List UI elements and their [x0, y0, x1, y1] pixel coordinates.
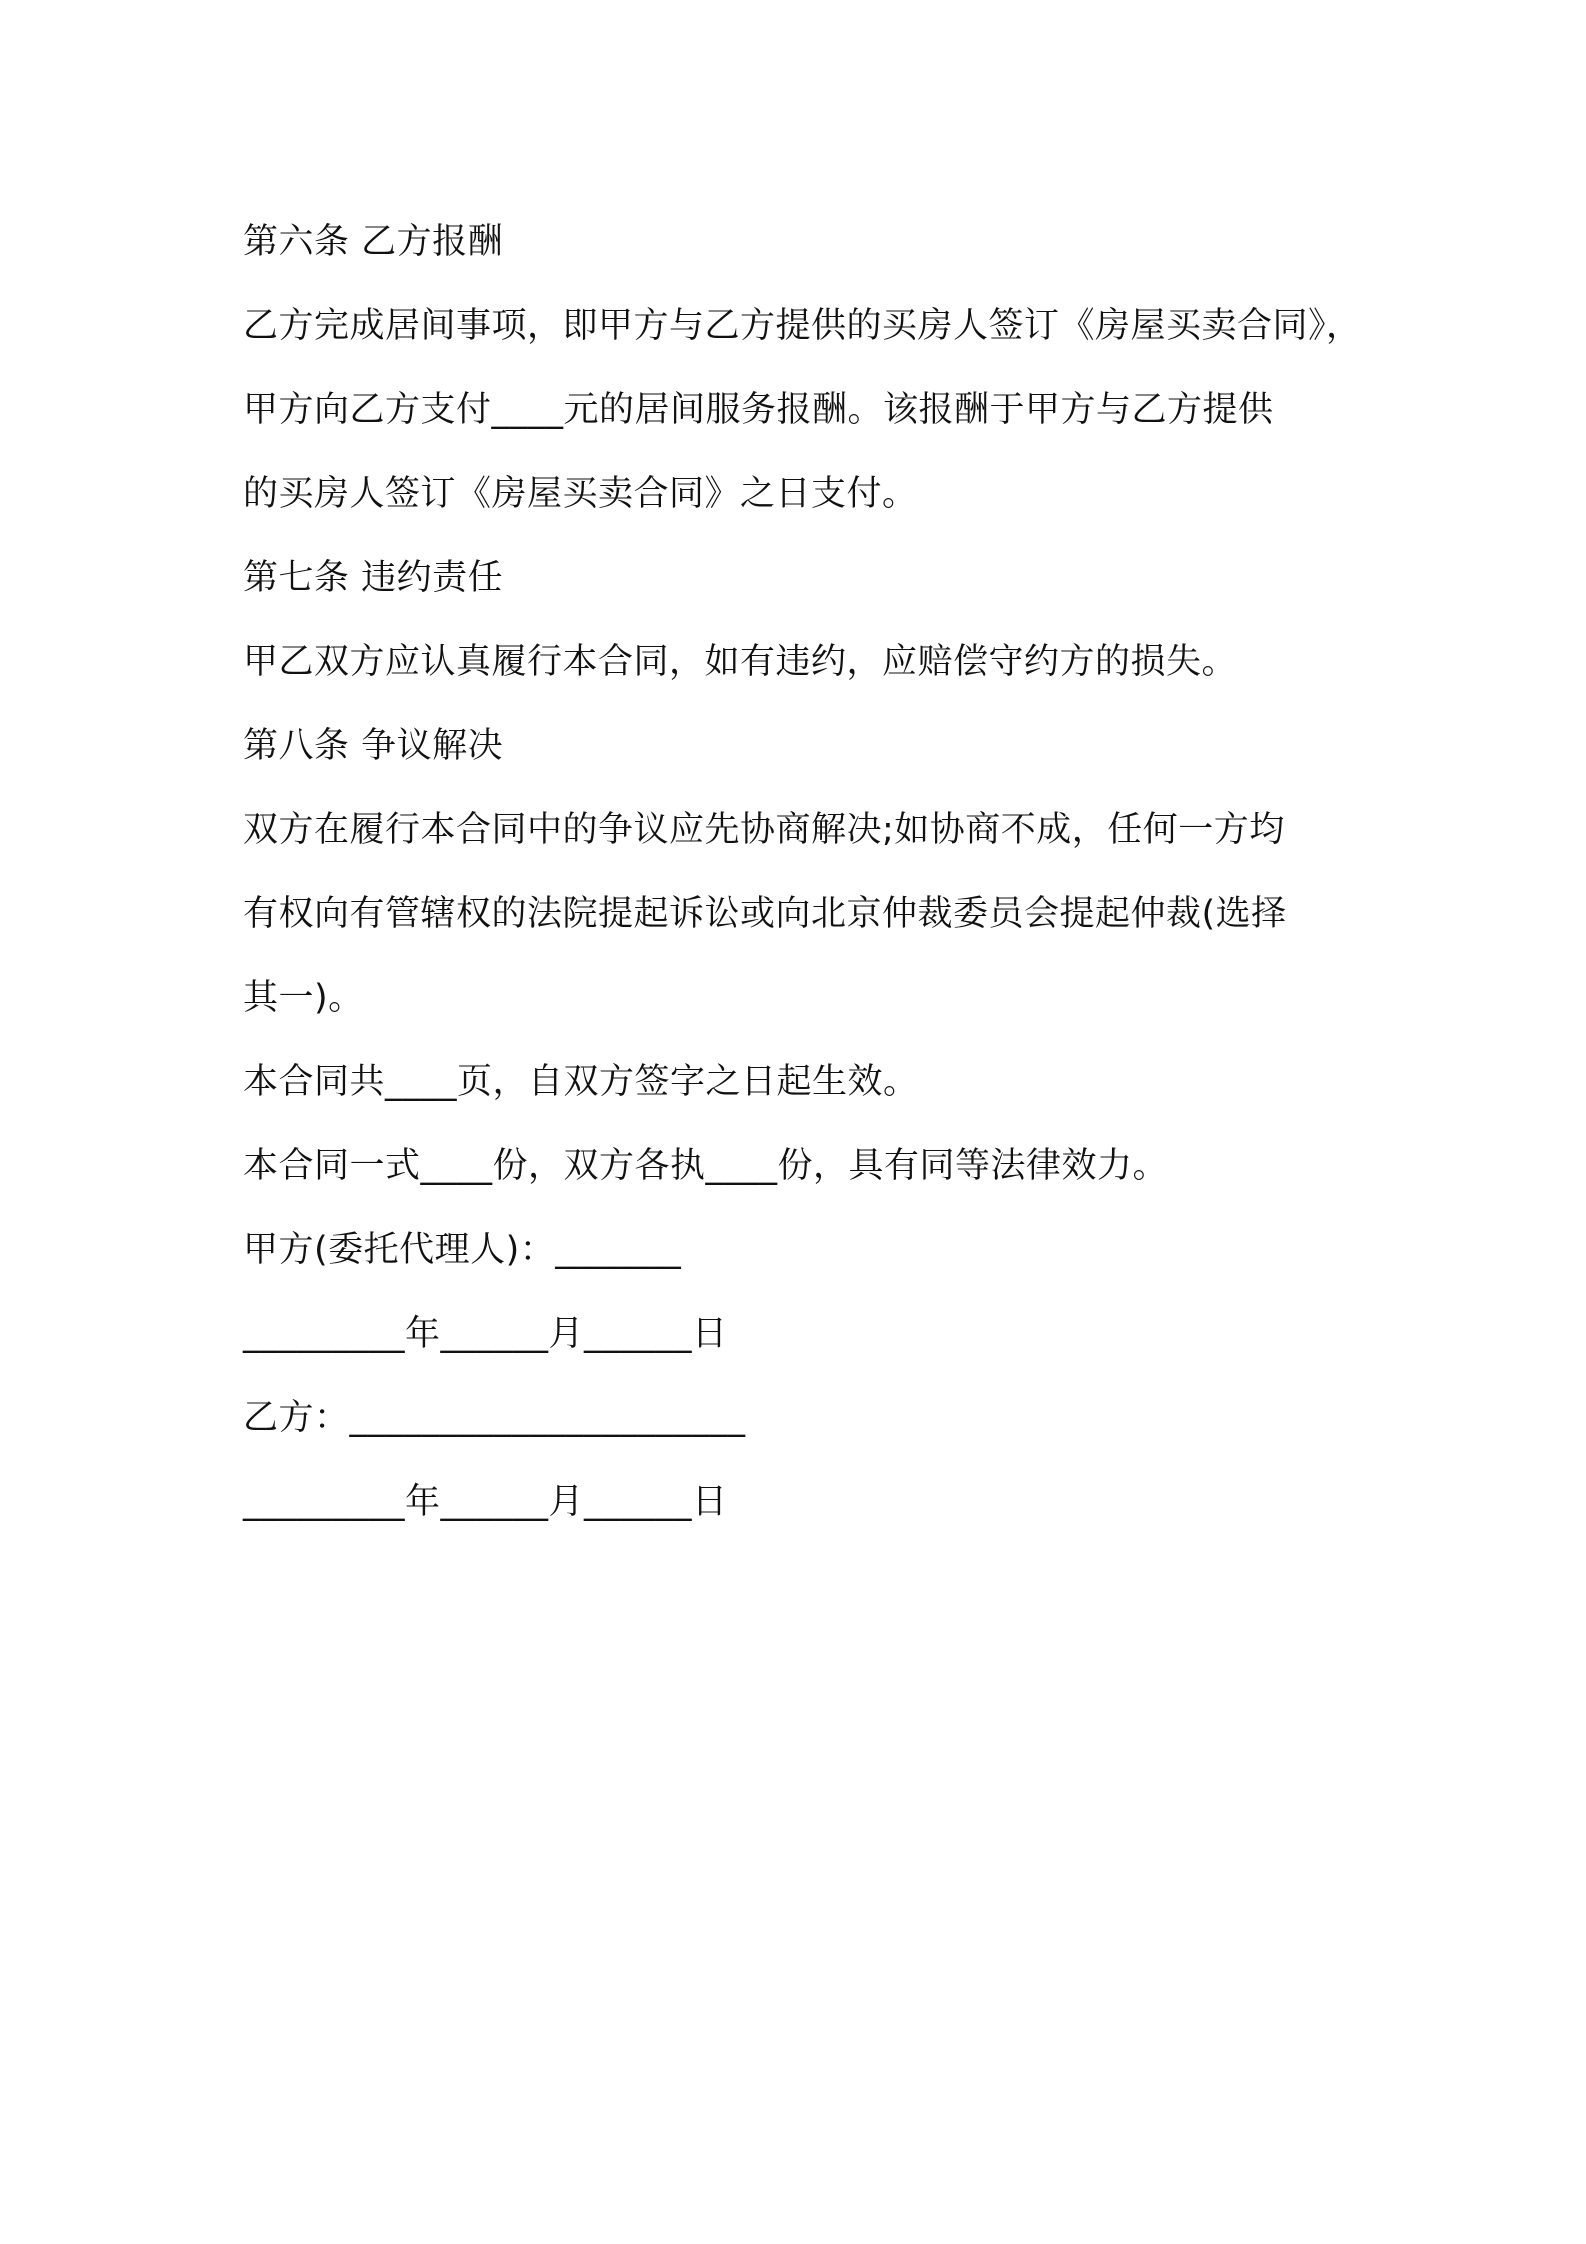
article-8-text-line-2: 有权向有管辖权的法院提起诉讼或向北京仲裁委员会提起仲裁(选择 [243, 894, 1287, 934]
article-6-text-line-2: 甲方向乙方支付____元的居间服务报酬。该报酬于甲方与乙方提供 [243, 390, 1274, 430]
page-count-clause: 本合同共____页，自双方签字之日起生效。 [243, 1062, 919, 1102]
article-6-text-line-3: 的买房人签订《房屋买卖合同》之日支付。 [243, 474, 918, 514]
article-7-text: 甲乙双方应认真履行本合同，如有违约，应赔偿守约方的损失。 [243, 642, 1238, 682]
article-6-heading: 第六条 乙方报酬 [243, 222, 504, 262]
article-8-heading: 第八条 争议解决 [243, 726, 504, 766]
article-8-text-line-3: 其一)。 [243, 978, 364, 1018]
article-8-text-line-1: 双方在履行本合同中的争议应先协商解决;如协商不成，任何一方均 [243, 810, 1285, 850]
document-body [243, 200, 1383, 1544]
article-7-heading: 第七条 违约责任 [243, 558, 504, 598]
party-a-date-line: _________年______月______日 [243, 1314, 728, 1354]
party-b-date-line: _________年______月______日 [243, 1482, 728, 1522]
article-6-text-line-1: 乙方完成居间事项，即甲方与乙方提供的买房人签订《房屋买卖合同》， [243, 306, 1362, 346]
party-b-signature-line: 乙方：______________________ [243, 1398, 746, 1438]
copies-clause: 本合同一式____份，双方各执____份，具有同等法律效力。 [243, 1146, 1169, 1186]
party-a-signature-line: 甲方(委托代理人)：_______ [243, 1230, 682, 1270]
